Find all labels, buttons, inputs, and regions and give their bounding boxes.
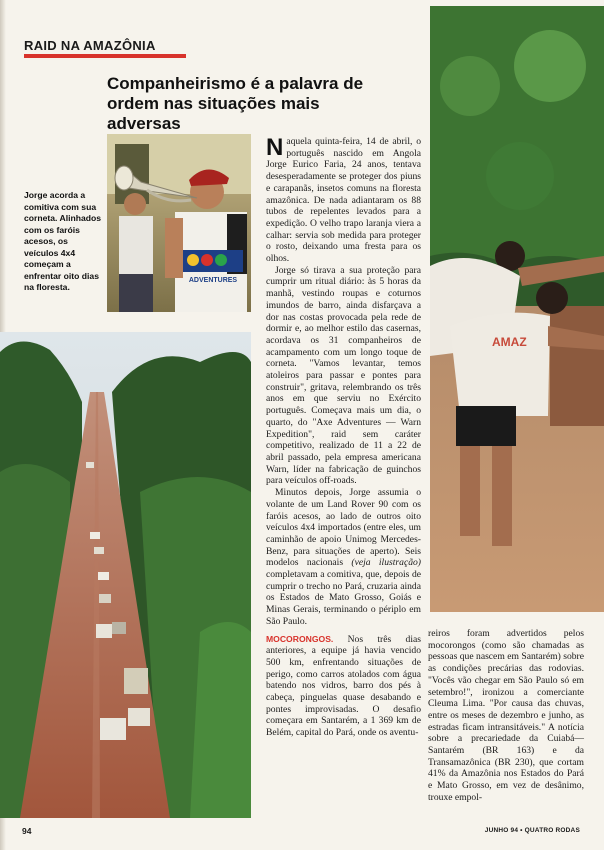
paragraph-5: reiros foram advertidos pelos mocorongos (como são chamadas as pessoas que nascem em Santarém) sobre as condições precárias das rodovias. "Vocês vão chegar em São Paulo só em setembro!", ironizou a comerciante Cleuma Lima. "Por causa das chuvas, entre os meses de dezembro e junho, as estradas ficam intransitáveis." A notícia sobre a precariedade da Cuiabá—Santarém (BR 163) e da Transamazônica (BR 230), que cortam 41% da Amazônia nos Estados do Pará e Mato Grosso, em vez de desânimo, trouxe empol- <box>428 628 584 803</box>
drop-cap: N <box>266 134 284 161</box>
article-column-right <box>428 628 584 804</box>
paragraph-2: Jorge só tirava a sua proteção para cumprir um ritual diário: às 5 horas da manhã, vestindo roupas e coturnos imundos de barro, ainda disfarçava a dor nas costas provocada pela rede de dormir e, ao melhor estilo das casernas, acordava os 31 companheiros de acampamento com um longo toque de corneta. "Vamos levantar, temos atoleiros para passar e pontes para construir", gritava, relembrando os três anos em que serviu no Exército português. Começava mais um dia, o quarto, do "Axe Adventures — Warn Expedition", raid sem caráter competitivo, realizado de 11 a 22 de abril passado, pela empresa americana Warn, líder na fabricação de guinchos para veículos off-roads. <box>266 264 421 487</box>
article-column-middle <box>266 136 421 739</box>
paragraph-4: MOCORONGOS. Nos três dias anteriores, a equipe já havia vencido 500 km, enfrentando situações de perigo, como carros atolados com água batendo nos vidros, barro dos pés à cabeça, pinguelas quase desabando e pontes improvisadas. O desafio começara em Santarém, a 1 369 km de Belém, capital do Pará, onde os aventu- <box>266 633 421 739</box>
photo-caption: Jorge acorda a comitiva com sua corneta. Alinhados com os faróis acesos, os veículos 4x4 começam a enfrentar oito dias na floresta. <box>24 190 102 292</box>
svg-text:AMAZ: AMAZ <box>492 335 527 349</box>
section-label: RAID NA AMAZÔNIA <box>24 38 156 53</box>
running-foot: JUNHO 94 • QUATRO RODAS <box>484 827 580 834</box>
photo-bugle-player <box>107 134 251 312</box>
subhead-runin: MOCORONGOS. <box>266 633 334 644</box>
headline: Companheirismo é a palavra de ordem nas situações mais adversas <box>107 74 364 133</box>
photo-river-crossing <box>430 6 604 612</box>
paragraph-3: Minutos depois, Jorge assumia o volante de um Land Rover 90 com os faróis acesos, ao lado de outros oito veículos 4x4 importados (entre eles, um caminhão de apoio Unimog Mercedes-Benz, para situações de aperto). Seis modelos nacionais (veja ilustração) completavam a comitiva, que, depois de cumprir o trecho no Pará, cruzaria ainda os Estados de Mato Grosso, Goiás e Minas Gerais, terminando o périplo em São Paulo. <box>266 487 421 627</box>
photo-convoy-road <box>0 332 251 818</box>
section-rule <box>24 54 186 58</box>
page-number: 94 <box>22 826 32 836</box>
shirt-logo-text: ADVENTURES <box>188 277 238 284</box>
paragraph-1: Naquela quinta-feira, 14 de abril, o português nascido em Angola Jorge Eurico Faria, 24 anos, tentava desesperadamente se proteger dos piuns e carapanãs, insetos comuns na floresta amazônica. De nada adiantaram os 88 tubos de repelentes levados para a expedição. O velho trapo laranja viera a calhar: servia sob medida para proteger o rosto, deixando uma fresta para os olhos. <box>266 134 421 265</box>
